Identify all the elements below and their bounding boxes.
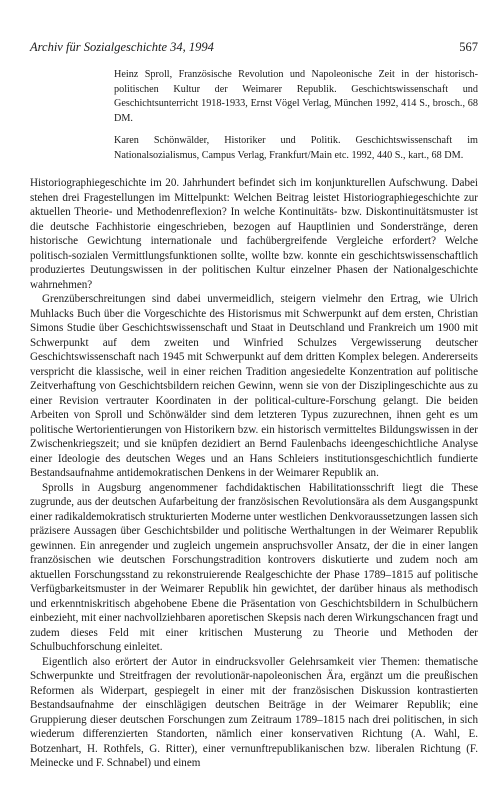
running-header <box>30 40 478 55</box>
book-reference: Heinz Sproll, Französische Revolution und Napoleonische Zeit in der historisch-politischen Kultur der Weimarer Republik. Geschichtswissenschaft und Geschichtsunterricht 1918-1933, Ernst Vögel Verlag, München 1992, 414 S., brosch., 68 DM. <box>114 69 478 124</box>
body-paragraph: Sprolls in Augsburg angenommener fachdidaktischen Habilitationsschrift liegt die These zugrunde, aus der deutschen Aufarbeitung der französischen Revolutionsära als dem Ausgangspunkt einer radikaldemokratisch strukturierten Moderne unter westlichen Denkvoraussetzungen lassen sich präzisere Aussagen über Geschichtsbilder und politische Werthaltungen in der Weimarer Republik gewinnen. Ein anregender und zugleich ungemein anspruchsvoller Ansatz, der die in einer langen französischen wie deutschen Forschungstradition kontrovers diskutierte und zudem noch am aktuellen Forschungsstand zu rekonstruierende Realgeschichte der Phase 1789–1815 auf politische Verfügbarkeitsmuster in der Weimarer Republik hin gewichtet, der darüber hinaus als methodisch und erkenntniskritisch abgehobene Ebene die Präsentation von Geschichtsbildern in Schulbüchern einbezieht, mit einer nachvollziehbaren aporetischen Skepsis nach deren Wirkungschancen fragt und zudem dieses Feld mit einer kritischen Musterung zu Theorie und Methoden der Schulbuchforschung einleitet. <box>30 481 478 653</box>
body-paragraph: Grenzüberschreitungen sind dabei unvermeidlich, steigern vielmehr den Ertrag, wie Ulrich Muhlacks Buch über die Vorgeschichte des Historismus mit Schwerpunkt auf dem ersten, Christian Simons Studie über Geschichtswissenschaft und Staat in Deutschland und Frankreich um 1900 mit Schwerpunkt auf dem zweiten und Winfried Schulzes Vergewisserung deutscher Geschichtswissenschaft nach 1945 mit Schwerpunkt auf dem dritten Komplex belegen. Andererseits verspricht die klassische, weil in einer reichen Tradition angesiedelte Konzentration auf politische Zeitverhaftung von Geschichtsbildern reichen Gewinn, wenn sie von der Disziplingeschichte aus zu einer Revision vertrauter Koordinaten in der political-culture-Forschung gelangt. Die beiden Arbeiten von Sproll und Schönwälder sind dem letzteren Typus zuzurechnen, ihnen geht es um politische Wertorientierungen von Historikern bzw. ein historisch vermitteltes Bildungswissen in der Zwischenkriegszeit; und sie knüpfen dezidiert an Bernd Faulenbachs ideengeschichtliche Analyse einer Ideologie des deutschen Weges und an Hans Schleiers institutionsgeschichtlich fundierte Bestandsaufnahme antidemokratischen Denkens in der Weimarer Republik an. <box>30 293 478 479</box>
journal-citation: Archiv für Sozialgeschichte 34, 1994 <box>30 40 214 54</box>
reviewed-books <box>114 68 478 172</box>
page-number: 567 <box>459 40 478 54</box>
article-body <box>30 176 478 771</box>
body-paragraph: Historiographiegeschichte im 20. Jahrhundert befindet sich im konjunkturellen Aufschwung. Dabei stehen drei Fragestellungen im Mittelpunkt: Welchen Beitrag leistet Historiographiegeschichte zur aktuellen Theorie- und Methodenreflexion? In welche Kontinuitäts- bzw. Diskontinuitätsmuster ist die deutsche Fachhistorie eingeschrieben, bezogen auf Hauptlinien und Sonderstränge, deren historische Gewichtung internationale und fachübergreifende Vergleiche erfordert? Welche politisch-sozialen Vermittlungsfunktionen sollte, wollte bzw. konnte ein geschichtswissenschaftlich produziertes Deutungswissen in der politischen Kultur einzelner Phasen der Nationalgeschichte wahrnehmen? <box>30 177 478 291</box>
body-paragraph: Eigentlich also erörtert der Autor in eindrucksvoller Gelehrsamkeit vier Themen: thematische Schwerpunkte und Streitfragen der revolutionär-napoleonischen Ära, ergänzt um die preußischen Reformen als Widerpart, gespiegelt in einer mit der französischen Diskussion kontrastierten Bestandsaufnahme der einschlägigen deutschen Beiträge in der Weimarer Republik; eine Gruppierung dieser deutschen Forschungen zum Zeitraum 1789–1815 nach drei politischen, in sich wiederum differenzierten Standorten, nämlich einer konservativen Richtung (A. Wahl, E. Botzenhart, H. Rothfels, G. Ritter), einer vernunftrepublikanischen bzw. liberalen Richtung (F. Meinecke und F. Schnabel) und einem <box>30 655 478 769</box>
book-reference: Karen Schönwälder, Historiker und Politik. Geschichtswissenschaft im Nationalsozialismus, Campus Verlag, Frankfurt/Main etc. 1992, 440 S., kart., 68 DM. <box>114 135 478 161</box>
